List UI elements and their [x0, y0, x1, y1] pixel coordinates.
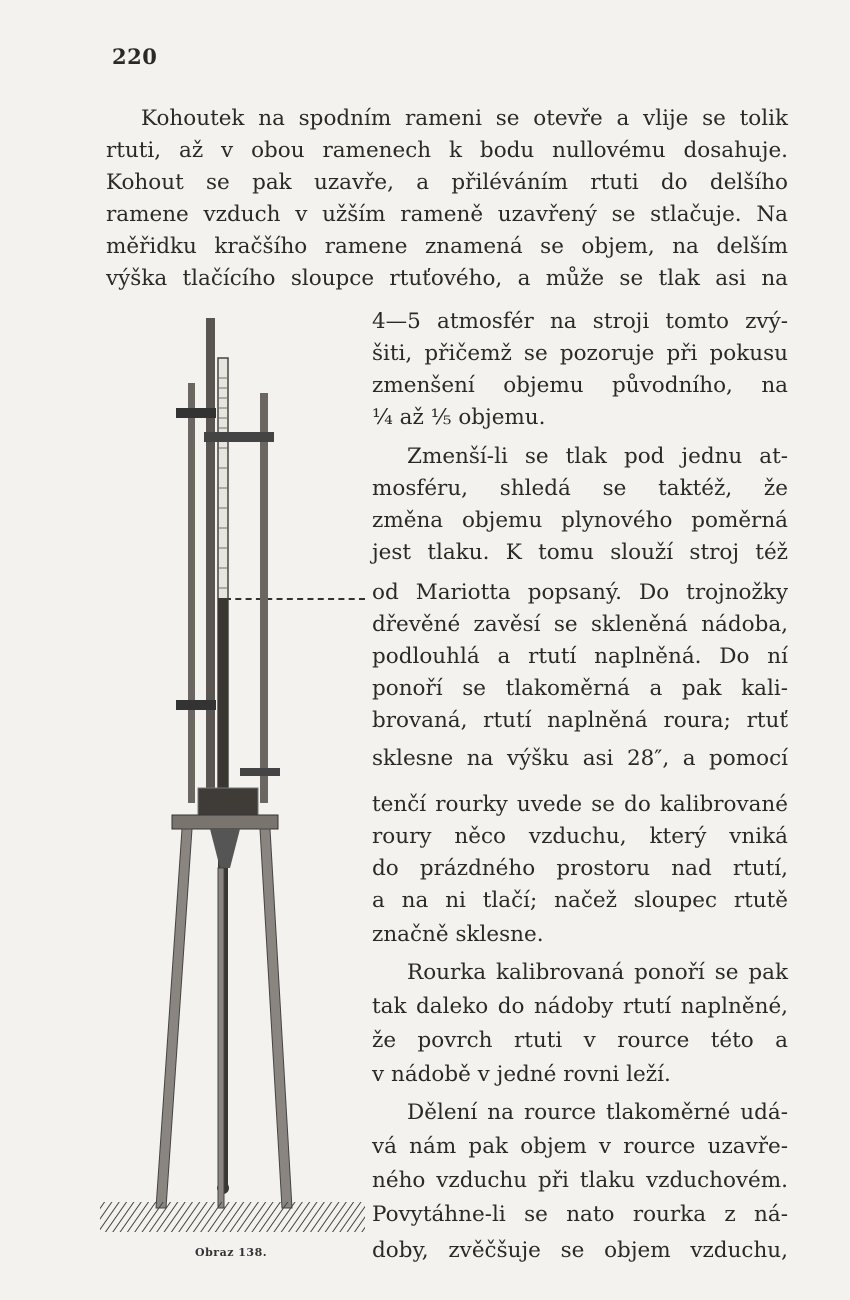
text-line: tenčí rourky uvede se do kalibrované: [372, 792, 788, 817]
text-line: Rourka kalibrovaná ponoří se pak: [407, 960, 788, 985]
text-line: ramene vzduch v užším rameně uzavřený se stlačuje. Na: [106, 202, 788, 227]
text-line: Zmenší-li se tlak pod jednu at-: [407, 444, 788, 469]
text-line: roury něco vzduchu, který vniká: [372, 824, 788, 849]
text-line: ¼ až ⅕ objemu.: [372, 405, 546, 430]
text-line: brovaná, rtutí naplněná roura; rtuť: [372, 708, 788, 733]
text-line: měřidku kračšího ramene znamená se objem, na delším: [106, 234, 788, 259]
text-line: výška tlačícího sloupce rtuťového, a může se tlak asi na: [106, 266, 788, 291]
text-line: podlouhlá a rtutí naplněná. Do ní: [372, 644, 788, 669]
text-line: tak daleko do nádoby rtutí naplněné,: [372, 994, 788, 1019]
page-number: 220: [112, 44, 158, 69]
text-line: Kohoutek na spodním rameni se otevře a vlije se tolik: [141, 106, 788, 131]
text-line: mosféru, shledá se taktéž, že: [372, 476, 788, 501]
text-line: vá nám pak objem v rource uzavře-: [372, 1134, 788, 1159]
text-line: 4—5 atmosfér na stroji tomto zvý-: [372, 309, 788, 334]
text-line: Kohout se pak uzavře, a přiléváním rtuti do delšího: [106, 170, 788, 195]
text-line: zmenšení objemu původního, na: [372, 373, 788, 398]
figure-caption: Obraz 138.: [195, 1246, 268, 1259]
text-line: do prázdného prostoru nad rtutí,: [372, 856, 788, 881]
text-line: doby, zvěčšuje se objem vzduchu,: [372, 1238, 788, 1263]
text-line: dřevěné zavěsí se skleněná nádoba,: [372, 612, 788, 637]
text-line: rtuti, až v obou ramenech k bodu nullovému dosahuje.: [106, 138, 788, 163]
text-line: a na ni tlačí; načež sloupec rtutě: [372, 888, 788, 913]
text-line: ponoří se tlakoměrná a pak kali-: [372, 676, 788, 701]
text-line: jest tlaku. K tomu slouží stroj též: [372, 540, 788, 565]
text-line: ného vzduchu při tlaku vzduchovém.: [372, 1168, 788, 1193]
text-line: šiti, přičemž se pozoruje při pokusu: [372, 341, 788, 366]
text-line: Dělení na rource tlakoměrné udá-: [407, 1100, 788, 1125]
text-line: Povytáhne-li se nato rourka z ná-: [372, 1202, 788, 1227]
text-line: od Mariotta popsaný. Do trojnožky: [372, 580, 788, 605]
text-line: že povrch rtuti v rource této a: [372, 1028, 788, 1053]
text-line: sklesne na výšku asi 28″, a pomocí: [372, 746, 788, 771]
text-line: změna objemu plynového poměrná: [372, 508, 788, 533]
text-line: v nádobě v jedné rovni leží.: [372, 1062, 671, 1087]
text-line: značně sklesne.: [372, 922, 544, 947]
apparatus-illustration: [100, 308, 370, 1238]
